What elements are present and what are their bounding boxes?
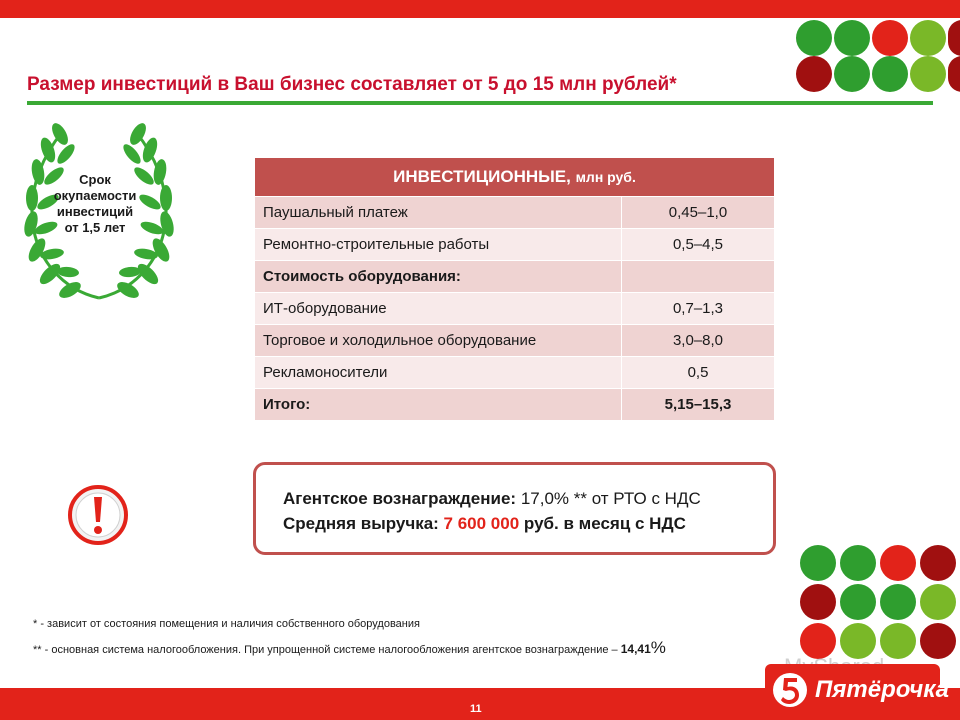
row-label: Рекламоносители [255, 357, 622, 389]
table-total-row [255, 389, 775, 421]
row-label: Стоимость оборудования: [255, 261, 622, 293]
row-value: 0,5 [622, 357, 775, 389]
logo-text: Пятёрочка [815, 676, 950, 703]
wreath-line: Срок [79, 172, 111, 187]
row-value: 3,0–8,0 [622, 325, 775, 357]
table-header-unit: млн руб. [575, 169, 636, 185]
info-box [253, 462, 776, 555]
investment-table [254, 157, 775, 421]
table-header [255, 158, 775, 197]
row-value: 0,7–1,3 [622, 293, 775, 325]
avg-revenue-label: Средняя выручка: [283, 514, 444, 533]
dot [920, 623, 956, 659]
dot [834, 20, 870, 56]
dot [840, 545, 876, 581]
dot [880, 545, 916, 581]
dot [796, 56, 832, 92]
row-label: Торговое и холодильное оборудование [255, 325, 622, 357]
footnote-2-value: 14,41 [620, 642, 651, 656]
logo-five-icon [772, 670, 808, 710]
wreath-line: от 1,5 лет [64, 220, 126, 235]
row-label: ИТ-оборудование [255, 293, 622, 325]
dot [910, 56, 946, 92]
row-value: 0,5–4,5 [622, 229, 775, 261]
dot [840, 584, 876, 620]
wreath-line: инвестиций [56, 204, 134, 219]
dot [880, 623, 916, 659]
payback-period-text [40, 172, 150, 236]
dot [872, 20, 908, 56]
agent-fee-line [283, 489, 701, 509]
table-row [255, 325, 775, 357]
dot [920, 545, 956, 581]
agent-fee-value: 17,0% ** от РТО с НДС [516, 489, 701, 508]
table-row [255, 357, 775, 389]
row-value: 0,45–1,0 [622, 197, 775, 229]
dot [800, 545, 836, 581]
wreath-line: окупаемости [53, 188, 137, 203]
table-row [255, 229, 775, 261]
page-number: 11 [470, 703, 482, 715]
dot [872, 56, 908, 92]
row-label: Ремонтно-строительные работы [255, 229, 622, 261]
row-label: Паушальный платеж [255, 197, 622, 229]
dot [796, 20, 832, 56]
table-row [255, 197, 775, 229]
row-value [622, 261, 775, 293]
title-underline [27, 101, 933, 105]
table-row [255, 293, 775, 325]
row-label: Итого: [255, 389, 622, 421]
agent-fee-label: Агентское вознаграждение: [283, 489, 517, 508]
footnote-2-unit: % [650, 638, 666, 657]
dot [910, 20, 946, 56]
dot [948, 20, 960, 56]
footnote-1: * - зависит от состояния помещения и наличия собственного оборудования [33, 618, 420, 630]
top-red-bar [0, 0, 960, 18]
footnote-2 [33, 638, 666, 658]
dot [800, 584, 836, 620]
exclamation-icon [67, 484, 129, 546]
dot [920, 584, 956, 620]
table-header-row [255, 158, 775, 197]
page-title: Размер инвестиций в Ваш бизнес составляет от 5 до 15 млн рублей* [27, 74, 677, 95]
avg-revenue-rest: руб. в месяц с НДС [519, 514, 686, 533]
dot [834, 56, 870, 92]
avg-revenue-line [283, 514, 686, 534]
table-row [255, 261, 775, 293]
dot [880, 584, 916, 620]
dot [948, 56, 960, 92]
row-value: 5,15–15,3 [622, 389, 775, 421]
avg-revenue-amount: 7 600 000 [443, 514, 520, 533]
table-header-main: ИНВЕСТИЦИОННЫЕ, [393, 167, 571, 186]
footnote-2-text: ** - основная система налогообложения. При упрощенной системе налогообложения агентское вознаграждение – [33, 644, 621, 656]
